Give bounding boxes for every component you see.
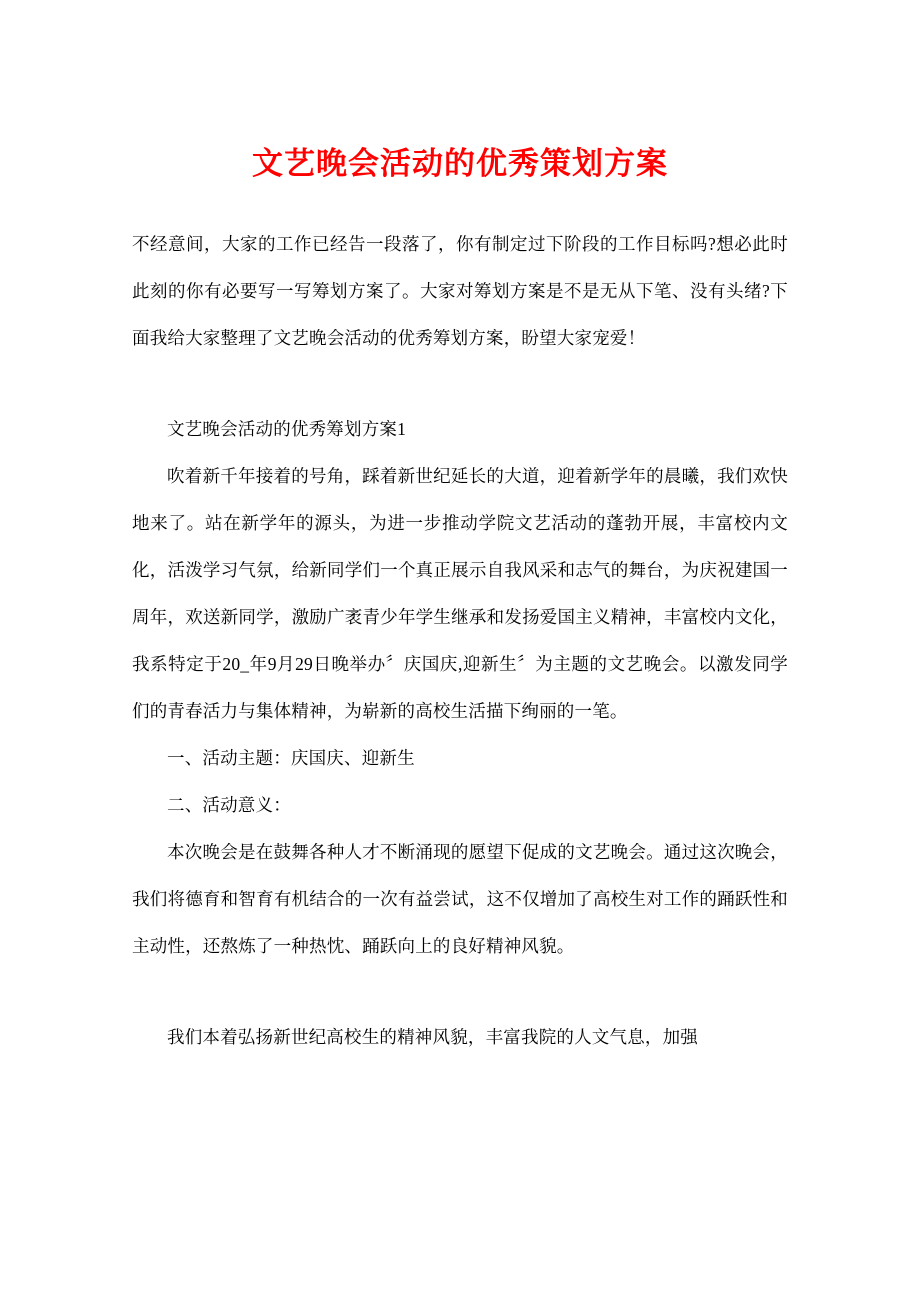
body-paragraph-2: 一、活动主题：庆国庆、迎新生: [167, 748, 415, 769]
document-body: [132, 221, 788, 1061]
body-paragraph-4: 本次晚会是在鼓舞各种人才不断涌现的愿望下促成的文艺晚会。通过这次晚会，我们将德育和智育有机结合的一次有益尝试，这不仅增加了高校生对工作的踊跃性和主动性，还熬炼了一种热忱、踊跃向上的良好精神风貌。: [132, 842, 788, 957]
paragraph-spacer-2: [132, 970, 788, 1014]
section-heading: 文艺晚会活动的优秀筹划方案1: [167, 419, 407, 440]
page-title: 文艺晚会活动的优秀策划方案: [252, 146, 668, 181]
body-paragraph-3: 二、活动意义：: [167, 795, 291, 816]
paragraph-spacer: [132, 362, 788, 406]
intro-paragraph: 不经意间，大家的工作已经告一段落了，你有制定过下阶段的工作目标吗?想必此时此刻的你有必要写一写筹划方案了。大家对筹划方案是不是无从下笔、没有头绪?下面我给大家整理了文艺晚会活动的优秀筹划方案，盼望大家宠爱！: [132, 234, 788, 349]
body-paragraph-5: 我们本着弘扬新世纪高校生的精神风貌，丰富我院的人文气息，加强: [167, 1027, 698, 1048]
body-paragraph-1: 吹着新千年接着的号角，踩着新世纪延长的大道，迎着新学年的晨曦，我们欢快地来了。站在新学年的源头，为进一步推动学院文艺活动的蓬勃开展，丰富校内文化，活泼学习气氛，给新同学们一个真正展示自我风采和志气的舞台，为庆祝建国一周年，欢送新同学，激励广袤青少年学生继承和发扬爱国主义精神，丰富校内文化，我系特定于20_年9月29日晚举办〞庆国庆,迎新生〞为主题的文艺晚会。以激发同学们的青春活力与集体精神，为崭新的高校生活描下绚丽的一笔。: [132, 466, 788, 722]
